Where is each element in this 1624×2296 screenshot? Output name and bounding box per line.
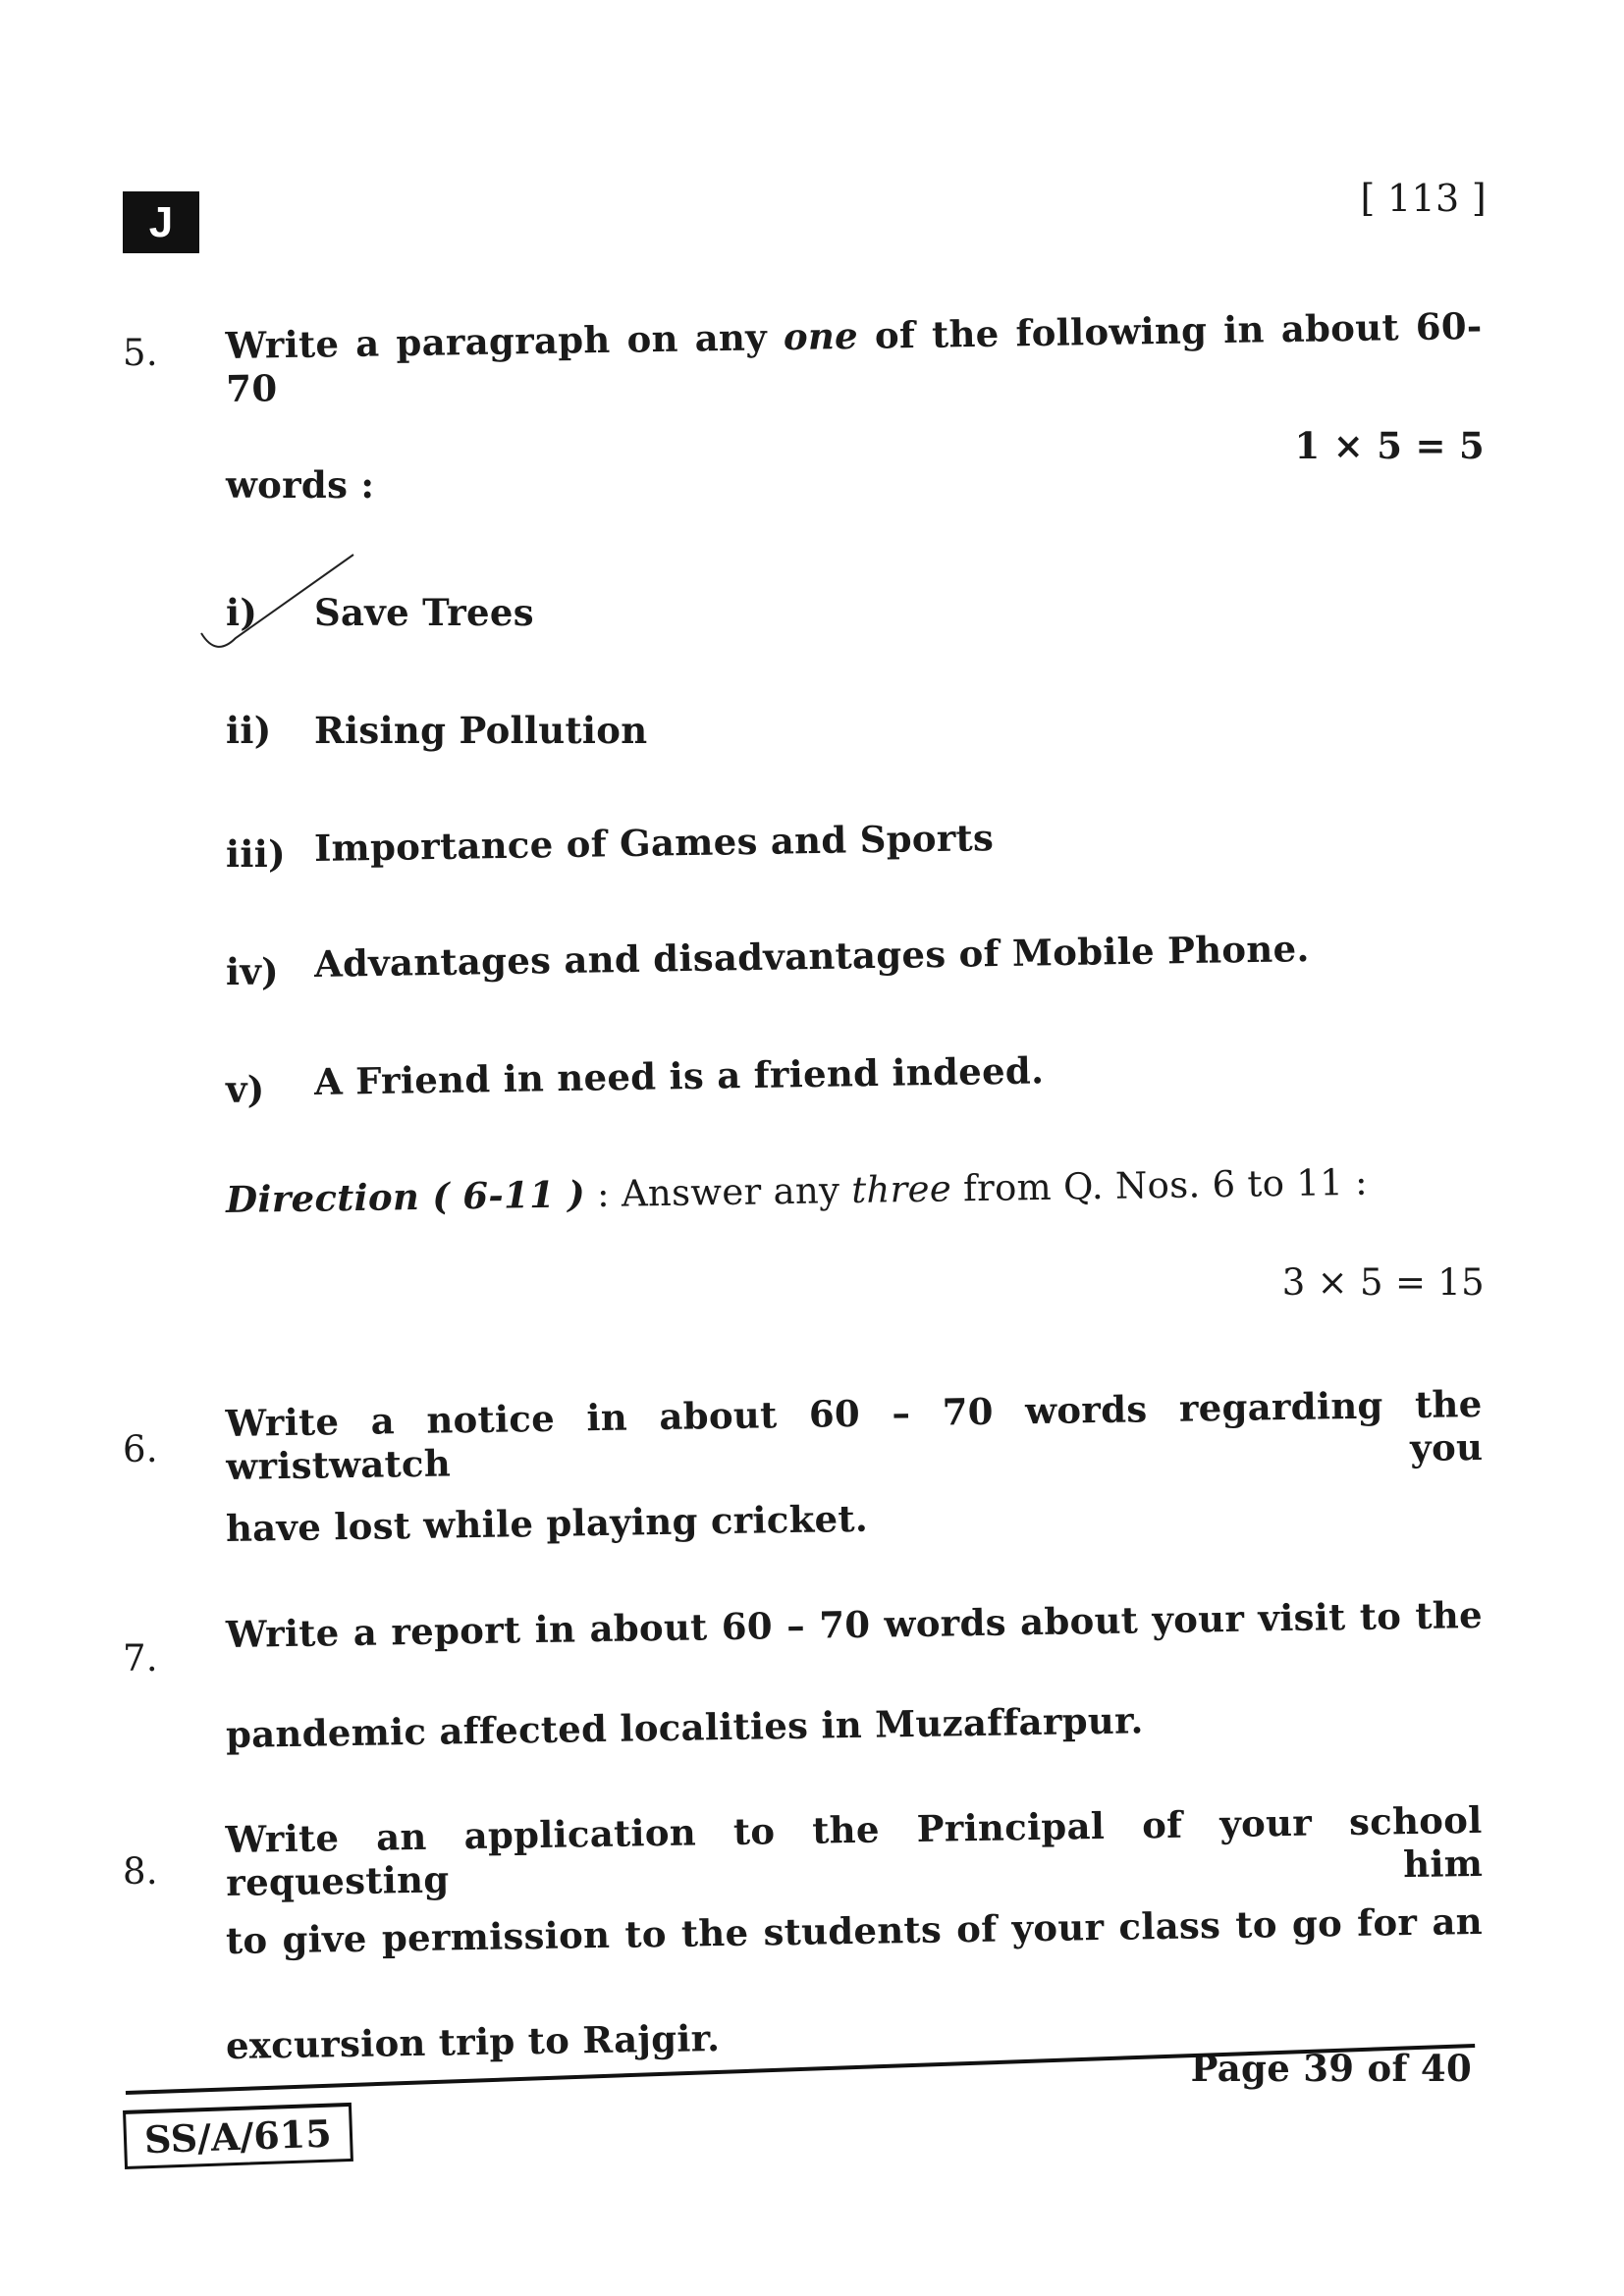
option-text: Advantages and disadvantages of Mobile Phone. — [313, 927, 1310, 986]
set-code-badge: J — [123, 191, 199, 253]
direction-post: from Q. Nos. 6 to 11 : — [950, 1160, 1369, 1210]
question-6-number: 6. — [123, 1428, 158, 1470]
q5-text-pre: Write a paragraph on any — [225, 315, 785, 367]
page-reference: [ 113 ] — [1360, 177, 1487, 220]
question-8-text-line3: excursion trip to Rajgir. — [225, 2016, 721, 2067]
paper-code: SS/A/615 — [123, 2103, 353, 2169]
option-text: A Friend in need is a friend indeed. — [313, 1048, 1045, 1103]
question-8-number: 8. — [123, 1850, 158, 1893]
q5-text-post: of the following in about 60-70 — [226, 303, 1483, 410]
direction-text — [226, 1160, 1368, 1221]
option-text: Rising Pollution — [314, 709, 648, 752]
option-label: iv) — [226, 950, 279, 993]
question-7-text-line2: pandemic affected localities in Muzaffarpur. — [225, 1698, 1144, 1756]
question-5-text-line2: words : — [226, 463, 375, 507]
option-label: iii) — [226, 832, 286, 876]
page-number: Page 39 of 40 — [1190, 2047, 1472, 2090]
direction-pre: : Answer any — [584, 1168, 852, 1216]
direction-marks: 3 × 5 = 15 — [1281, 1261, 1485, 1304]
question-8-text: Write an application to the Principal of your school requesting him — [225, 1797, 1484, 1904]
question-5-marks: 1 × 5 = 5 — [1294, 424, 1485, 467]
option-text: Save Trees — [314, 591, 534, 634]
option-label: i) — [226, 591, 258, 634]
question-6-text-line2: have lost while playing cricket. — [225, 1496, 869, 1550]
q5-text-emphasis: one — [783, 313, 859, 359]
option-label: v) — [226, 1068, 265, 1111]
question-6-text: Write a notice in about 60 – 70 words regarding the wristwatch you — [225, 1381, 1484, 1488]
question-5-text — [225, 304, 1483, 410]
direction-label: Direction ( 6-11 ) — [225, 1172, 586, 1221]
question-7-number: 7. — [123, 1637, 158, 1680]
question-5-number: 5. — [123, 332, 158, 374]
option-label: ii) — [226, 709, 272, 752]
question-8-text-line2: to give permission to the students of your class to go for an — [225, 1898, 1484, 1962]
option-text: Importance of Games and Sports — [313, 816, 995, 870]
direction-emphasis: three — [850, 1167, 952, 1211]
question-7-text: Write a report in about 60 – 70 words about your visit to the — [225, 1592, 1484, 1656]
